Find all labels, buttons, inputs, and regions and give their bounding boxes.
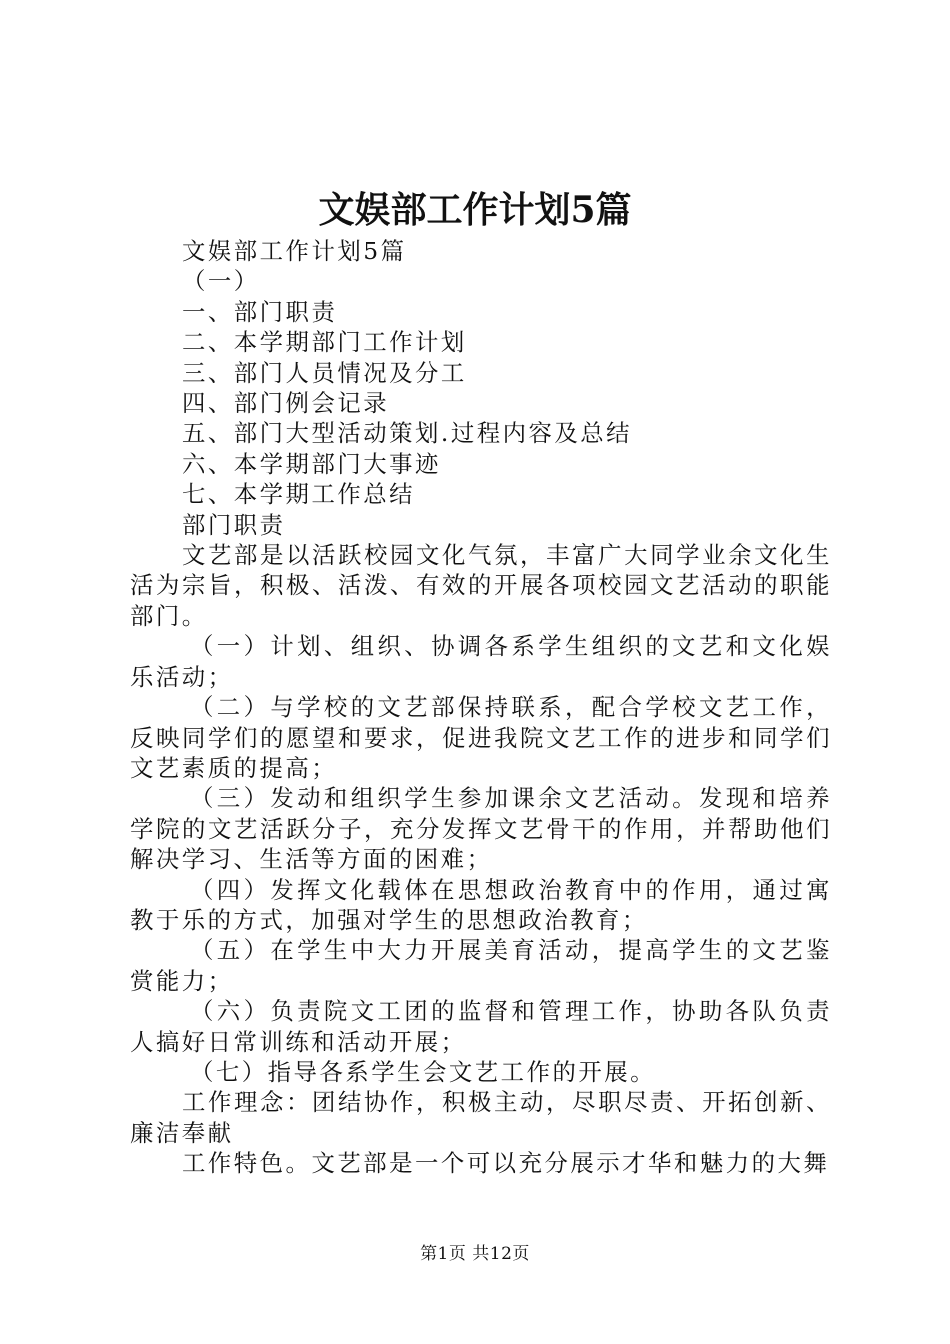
work-feature-paragraph: 工作特色。文艺部是一个可以充分展示才华和魅力的大舞 <box>182 1149 830 1178</box>
duty-paragraph: （五）在学生中大力开展美育活动，提高学生的文艺鉴赏能力； <box>130 936 832 995</box>
document-body <box>130 236 832 1179</box>
document-title: 文娱部工作计划5篇 <box>318 189 632 231</box>
duty-paragraph: （七）指导各系学生会文艺工作的开展。 <box>190 1057 657 1086</box>
outline-item: 四、部门例会记录 <box>182 389 390 418</box>
document-heading: 文娱部工作计划5篇 <box>182 237 407 265</box>
work-concept-paragraph: 工作理念：团结协作，积极主动，尽职尽责、开拓创新、廉洁奉献 <box>130 1088 832 1147</box>
duty-paragraph: （四）发挥文化载体在思想政治教育中的作用，通过寓教于乐的方式，加强对学生的思想政治教育； <box>130 875 832 934</box>
page-number-footer: 第1页 共12页 <box>420 1244 530 1264</box>
section-marker: （一） <box>182 267 260 296</box>
outline-item: 二、本学期部门工作计划 <box>182 328 467 357</box>
outline-item: 五、部门大型活动策划.过程内容及总结 <box>182 419 633 448</box>
section-subheading: 部门职责 <box>182 510 286 539</box>
outline-item: 三、部门人员情况及分工 <box>182 358 467 387</box>
duty-paragraph: （三）发动和组织学生参加课余文艺活动。发现和培养学院的文艺活跃分子，充分发挥文艺骨干的作用，并帮助他们解决学习、生活等方面的困难； <box>130 784 832 874</box>
duty-paragraph: （一）计划、组织、协调各系学生组织的文艺和文化娱乐活动； <box>130 632 832 691</box>
duty-paragraph: （六）负责院文工团的监督和管理工作，协助各队负责人搞好日常训练和活动开展； <box>130 997 832 1056</box>
duty-paragraph: （二）与学校的文艺部保持联系，配合学校文艺工作，反映同学们的愿望和要求，促进我院文艺工作的进步和同学们文艺素质的提高； <box>130 693 832 782</box>
intro-paragraph: 文艺部是以活跃校园文化气氛，丰富广大同学业余文化生活为宗旨，积极、活泼、有效的开展各项校园文艺活动的职能部门。 <box>130 541 832 630</box>
outline-item: 一、部门职责 <box>182 297 338 326</box>
outline-item: 六、本学期部门大事迹 <box>182 449 441 478</box>
outline-item: 七、本学期工作总结 <box>182 480 416 509</box>
